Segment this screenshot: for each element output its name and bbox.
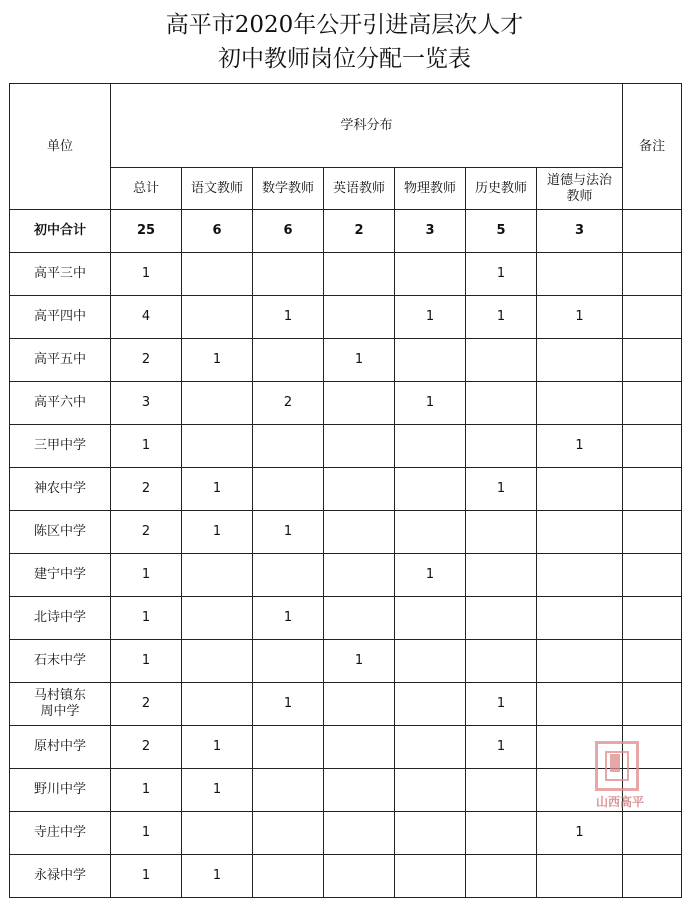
row-remark: [623, 640, 682, 683]
row-cell: [395, 425, 466, 468]
row-cell: 1: [111, 855, 182, 898]
header-col-math: 数学教师: [253, 168, 324, 210]
table-row: [10, 554, 682, 597]
total-value: 3: [395, 210, 466, 253]
row-unit: 马村镇东周中学: [10, 683, 111, 726]
total-value: 25: [111, 210, 182, 253]
row-cell: 2: [253, 382, 324, 425]
row-cell: 1: [537, 812, 623, 855]
row-cell: 1: [466, 296, 537, 339]
row-cell: 2: [111, 683, 182, 726]
row-cell: [395, 640, 466, 683]
row-cell: [395, 339, 466, 382]
row-cell: [182, 425, 253, 468]
row-cell: [182, 554, 253, 597]
row-cell: [466, 855, 537, 898]
row-remark: [623, 296, 682, 339]
row-unit: 三甲中学: [10, 425, 111, 468]
row-cell: [324, 597, 395, 640]
row-cell: [537, 554, 623, 597]
row-cell: [466, 511, 537, 554]
row-cell: [324, 253, 395, 296]
row-cell: [182, 296, 253, 339]
total-value: 6: [182, 210, 253, 253]
row-remark: [623, 382, 682, 425]
row-remark: [623, 339, 682, 382]
row-cell: [324, 425, 395, 468]
row-cell: [253, 253, 324, 296]
row-cell: [537, 468, 623, 511]
row-cell: [182, 253, 253, 296]
row-unit: 高平五中: [10, 339, 111, 382]
row-unit: 陈区中学: [10, 511, 111, 554]
total-value: 3: [537, 210, 623, 253]
table-row: [10, 511, 682, 554]
row-cell: 1: [182, 855, 253, 898]
row-cell: [182, 597, 253, 640]
table-row: [10, 425, 682, 468]
row-cell: [466, 382, 537, 425]
row-cell: 1: [111, 554, 182, 597]
table-row: [10, 769, 682, 812]
row-cell: [466, 769, 537, 812]
row-remark: [623, 468, 682, 511]
row-cell: [253, 812, 324, 855]
header-unit: 单位: [10, 84, 111, 210]
row-cell: [182, 640, 253, 683]
row-cell: 1: [537, 425, 623, 468]
total-label: 初中合计: [10, 210, 111, 253]
row-cell: [395, 511, 466, 554]
row-cell: 1: [466, 683, 537, 726]
row-unit: 寺庄中学: [10, 812, 111, 855]
row-cell: [395, 468, 466, 511]
row-remark: [623, 683, 682, 726]
row-unit: 高平四中: [10, 296, 111, 339]
row-cell: [324, 511, 395, 554]
total-value: 6: [253, 210, 324, 253]
row-cell: 1: [253, 296, 324, 339]
row-cell: 2: [111, 339, 182, 382]
total-value: 5: [466, 210, 537, 253]
row-cell: 2: [111, 726, 182, 769]
row-cell: [537, 683, 623, 726]
row-cell: [395, 769, 466, 812]
row-cell: 1: [111, 597, 182, 640]
row-cell: [324, 683, 395, 726]
row-cell: 1: [182, 726, 253, 769]
row-unit: 高平三中: [10, 253, 111, 296]
watermark-text: 山西高平: [595, 795, 644, 809]
row-cell: 1: [324, 640, 395, 683]
row-cell: [182, 812, 253, 855]
row-cell: [253, 339, 324, 382]
row-remark: [623, 511, 682, 554]
table-row: [10, 640, 682, 683]
table-row: [10, 296, 682, 339]
header-col-history: 历史教师: [466, 168, 537, 210]
total-row: [10, 210, 682, 253]
row-cell: 1: [466, 468, 537, 511]
row-cell: 2: [111, 511, 182, 554]
row-cell: [324, 812, 395, 855]
row-cell: 1: [182, 468, 253, 511]
row-unit: 高平六中: [10, 382, 111, 425]
row-cell: 1: [395, 554, 466, 597]
row-cell: [324, 468, 395, 511]
row-cell: [395, 253, 466, 296]
row-cell: [324, 726, 395, 769]
row-cell: [466, 640, 537, 683]
document-title-line2: 初中教师岗位分配一览表: [218, 46, 471, 72]
table-row: [10, 597, 682, 640]
row-remark: [623, 597, 682, 640]
row-cell: 1: [253, 597, 324, 640]
header-col-ethics-law: 道德与法治教师: [537, 168, 623, 210]
row-cell: [537, 640, 623, 683]
header-col-total: 总计: [111, 168, 182, 210]
row-unit: 原村中学: [10, 726, 111, 769]
row-remark: [623, 812, 682, 855]
total-remark: [623, 210, 682, 253]
row-cell: 3: [111, 382, 182, 425]
row-cell: [395, 812, 466, 855]
row-cell: 1: [182, 769, 253, 812]
row-cell: 1: [111, 253, 182, 296]
row-cell: 1: [466, 253, 537, 296]
row-cell: 1: [253, 511, 324, 554]
row-cell: [466, 339, 537, 382]
row-cell: 2: [111, 468, 182, 511]
watermark-logo: [587, 741, 653, 813]
row-unit: 野川中学: [10, 769, 111, 812]
row-cell: [253, 640, 324, 683]
header-subject-group: 学科分布: [111, 84, 623, 168]
row-cell: [253, 855, 324, 898]
row-unit: 永禄中学: [10, 855, 111, 898]
row-cell: [466, 425, 537, 468]
row-remark: [623, 425, 682, 468]
row-cell: [253, 468, 324, 511]
row-cell: 1: [111, 769, 182, 812]
seal-icon: [595, 741, 639, 791]
header-col-chinese: 语文教师: [182, 168, 253, 210]
row-unit: 石末中学: [10, 640, 111, 683]
row-cell: 1: [253, 683, 324, 726]
row-cell: [324, 296, 395, 339]
header-col-english: 英语教师: [324, 168, 395, 210]
row-cell: [466, 554, 537, 597]
row-cell: [324, 855, 395, 898]
row-cell: [253, 726, 324, 769]
row-unit: 神农中学: [10, 468, 111, 511]
row-cell: 4: [111, 296, 182, 339]
table-row: [10, 812, 682, 855]
row-cell: [253, 769, 324, 812]
row-cell: [324, 769, 395, 812]
row-cell: 1: [111, 812, 182, 855]
row-cell: [466, 812, 537, 855]
total-value: 2: [324, 210, 395, 253]
row-remark: [623, 253, 682, 296]
row-cell: [324, 554, 395, 597]
row-unit: 建宁中学: [10, 554, 111, 597]
row-cell: [395, 855, 466, 898]
row-cell: 1: [111, 640, 182, 683]
row-cell: [537, 511, 623, 554]
row-cell: 1: [466, 726, 537, 769]
document-title-line1: 高平市2020年公开引进高层次人才: [165, 12, 524, 38]
allocation-table: [9, 83, 682, 898]
row-cell: [537, 855, 623, 898]
row-cell: [182, 382, 253, 425]
row-cell: [182, 683, 253, 726]
row-cell: 1: [537, 296, 623, 339]
row-cell: [324, 382, 395, 425]
row-cell: [537, 597, 623, 640]
table-row: [10, 726, 682, 769]
row-cell: 1: [182, 511, 253, 554]
table-row: [10, 468, 682, 511]
table-row: [10, 855, 682, 898]
row-cell: [537, 382, 623, 425]
row-cell: [253, 425, 324, 468]
table-row: [10, 382, 682, 425]
row-cell: [466, 597, 537, 640]
row-cell: 1: [395, 296, 466, 339]
row-unit: 北诗中学: [10, 597, 111, 640]
table-row: [10, 683, 682, 726]
row-cell: 1: [182, 339, 253, 382]
table-row: [10, 253, 682, 296]
header-remark: 备注: [623, 84, 682, 210]
header-row-columns: [10, 168, 682, 210]
row-cell: [395, 683, 466, 726]
row-remark: [623, 554, 682, 597]
row-cell: 1: [324, 339, 395, 382]
row-cell: [395, 597, 466, 640]
row-cell: [537, 339, 623, 382]
row-cell: 1: [395, 382, 466, 425]
row-cell: [537, 253, 623, 296]
row-cell: 1: [111, 425, 182, 468]
row-cell: [395, 726, 466, 769]
row-remark: [623, 855, 682, 898]
header-col-physics: 物理教师: [395, 168, 466, 210]
header-row-top: [10, 84, 682, 168]
table-row: [10, 339, 682, 382]
row-cell: [253, 554, 324, 597]
